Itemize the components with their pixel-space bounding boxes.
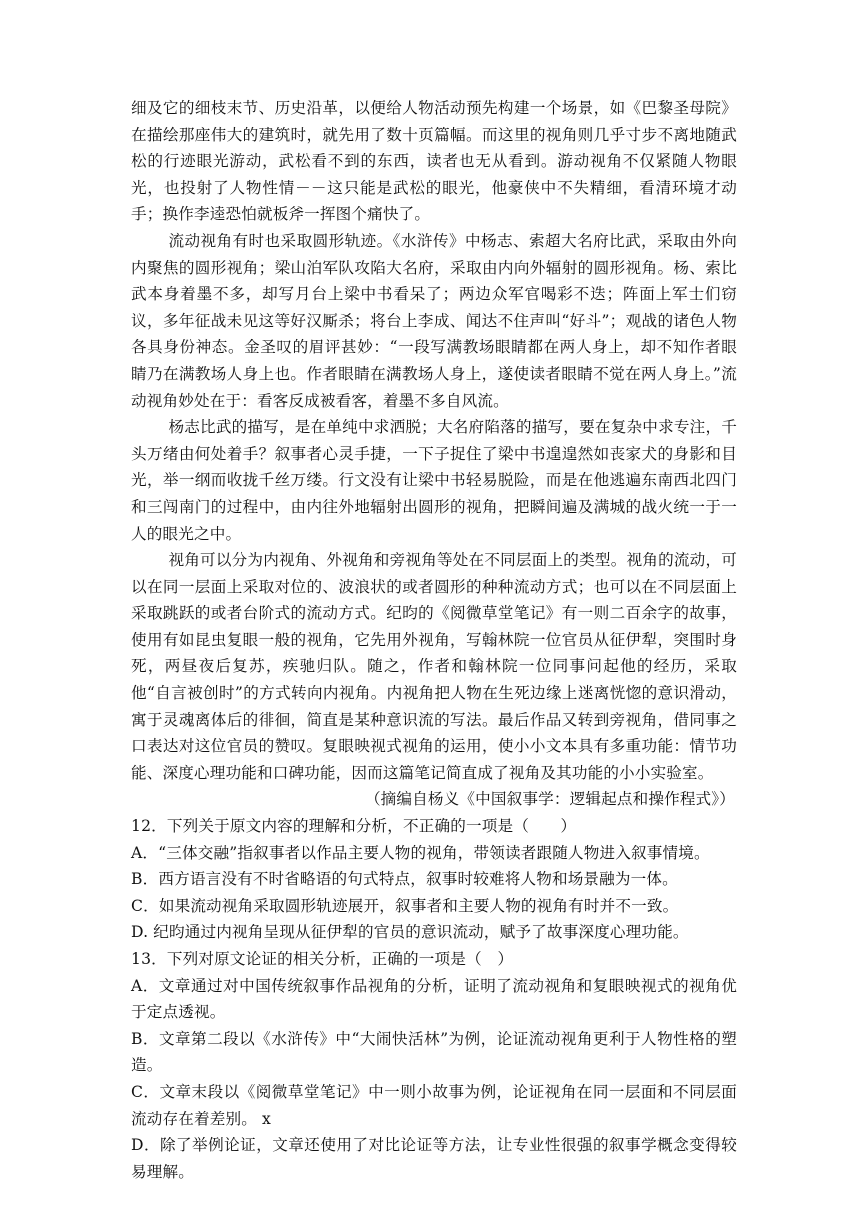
- body-paragraph-4: 视角可以分为内视角、外视角和旁视角等处在不同层面上的类型。视角的流动，可以在同一层面上采取对位的、波浪状的或者圆形的种种流动方式；也可以在不同层面上采取跳跃的或者台阶式的流动方式。纪昀的《阅微草堂笔记》有一则二百余字的故事，使用有如昆虫复眼一般的视角，它先用外视角，写翰林院一位官员从征伊犁，突围时身死，两昼夜后复苏，疾驰归队。随之，作者和翰林院一位同事问起他的经历，采取他“自言被创时”的方式转向内视角。内视角把人物在生死边缘上迷离恍惚的意识滑动，寓于灵魂离体后的徘徊，简直是某种意识流的写法。最后作品又转到旁视角，借同事之口表达对这位官员的赞叹。复眼映视式视角的运用，使小小文本具有多重功能：情节功能、深度心理功能和口碑功能，因而这篇笔记简直成了视角及其功能的小小实验室。: [131, 551, 737, 782]
- option-a: A．“三体交融”指叙事者以作品主要人物的视角，带领读者跟随人物进入叙事情境。: [131, 843, 710, 862]
- question-13: [131, 946, 737, 1185]
- question-stem: 12．下列关于原文内容的理解和分析，不正确的一项是（ ）: [131, 817, 577, 836]
- option-b: B．文章第二段以《水浒传》中“大闹快活林”为例，论证流动视角更利于人物性格的塑造。: [131, 1029, 737, 1075]
- option-a: A．文章通过对中国传统叙事作品视角的分析，证明了流动视角和复眼映视式的视角优于定点透视。: [131, 976, 737, 1022]
- body-paragraph-3: 杨志比武的描写，是在单纯中求洒脱；大名府陷落的描写，要在复杂中求专注，千头万绪由何处着手？叙事者心灵手捷，一下子捉住了梁中书遑遑然如丧家犬的身影和目光，举一纲而收拢千丝万缕。行文没有让梁中书轻易脱险，而是在他逃遍东南西北四门和三闯南门的过程中，由内往外地辐射出圆形的视角，把瞬间遍及满城的战火统一于一人的眼光之中。: [131, 418, 737, 543]
- question-12: [131, 813, 737, 946]
- option-c: C．文章末段以《阅微草堂笔记》中一则小故事为例，论证视角在同一层面和不同层面流动存在着差别。 x: [131, 1082, 737, 1128]
- document-page: [131, 95, 737, 1185]
- option-b: B．西方语言没有不时省略语的句式特点，叙事时较难将人物和场景融为一体。: [131, 870, 678, 889]
- body-paragraph-2: 流动视角有时也采取圆形轨迹。《水浒传》中杨志、索超大名府比武，采取由外向内聚焦的圆形视角；梁山泊军队攻陷大名府，采取由内向外辐射的圆形视角。杨、索比武本身着墨不多，却写月台上梁中书看呆了；两边众军官喝彩不迭；阵面上军士们窃议，多年征战未见这等好汉厮杀；将台上李成、闻达不住声叫“好斗”；观战的诸色人物各具身份神态。金圣叹的眉评甚妙：“一段写满教场眼睛都在两人身上，却不知作者眼睛乃在满教场人身上也。作者眼睛在满教场人身上，遂使读者眼睛不觉在两人身上。”流动视角妙处在于：看客反成被看客，着墨不多自风流。: [131, 231, 737, 410]
- option-c: C．如果流动视角采取圆形轨迹展开，叙事者和主要人物的视角有时并不一致。: [131, 896, 679, 915]
- body-paragraph-1: 细及它的细枝末节、历史沿革，以便给人物活动预先构建一个场景，如《巴黎圣母院》在描绘那座伟大的建筑时，就先用了数十页篇幅。而这里的视角则几乎寸步不离地随武松的行迹眼光游动，武松看不到的东西，读者也无从看到。游动视角不仅紧随人物眼光，也投射了人物性情－－这只能是武松的眼光，他豪侠中不失精细，看清环境才动手；换作李逵恐怕就板斧一挥图个痛快了。: [131, 99, 737, 224]
- option-d: D．除了举例论证，文章还使用了对比论证等方法，让专业性很强的叙事学概念变得较易理解。: [131, 1136, 737, 1181]
- question-stem: 13．下列对原文论证的相关分析，正确的一项是（ ）: [131, 950, 514, 968]
- source-citation: （摘编自杨义《中国叙事学：逻辑起点和操作程式》）: [364, 790, 735, 809]
- option-d: D. 纪昀通过内视角呈现从征伊犁的官员的意识流动，赋予了故事深度心理功能。: [131, 923, 689, 942]
